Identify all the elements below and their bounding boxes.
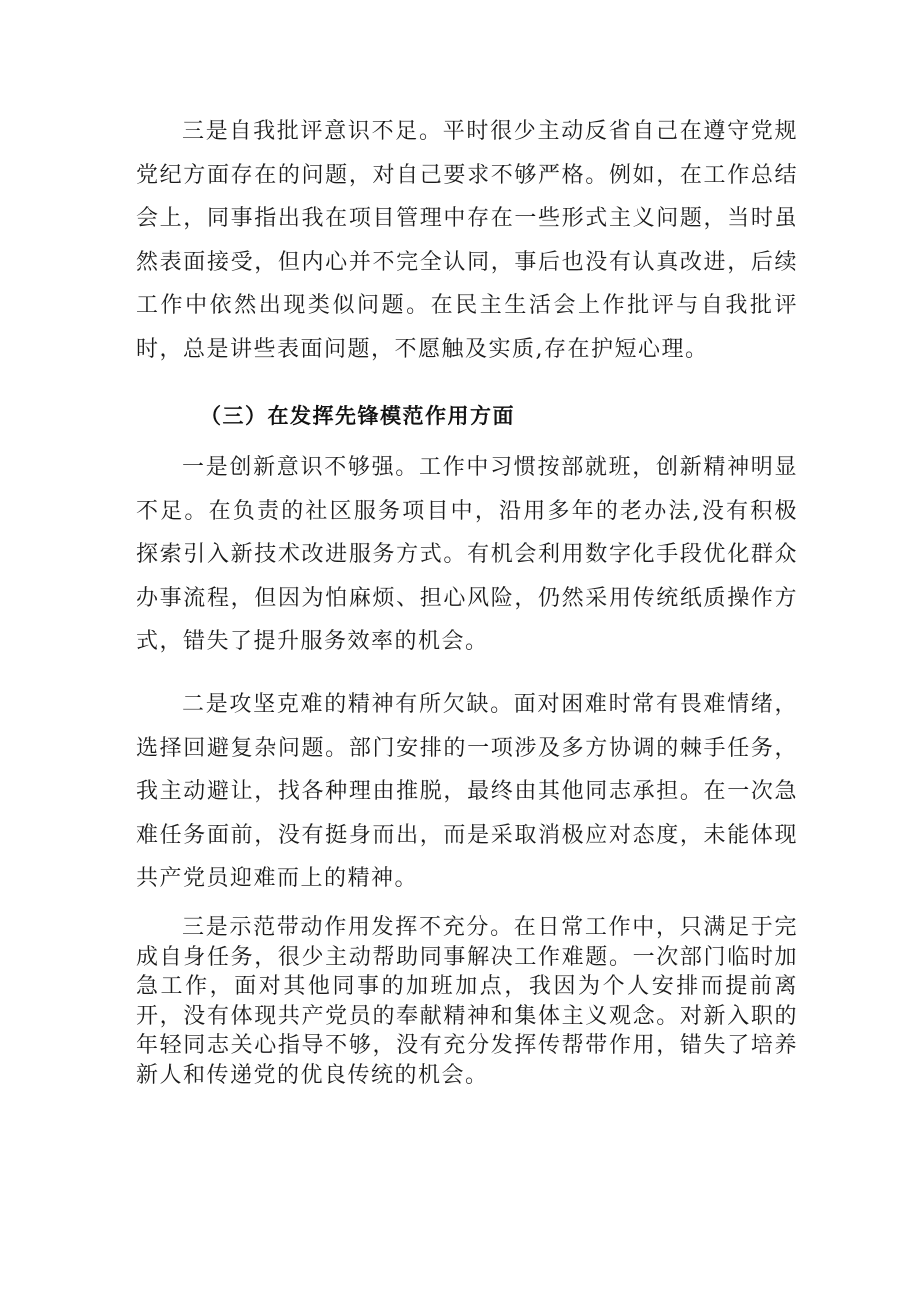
paragraph-innovation: 一是创新意识不够强。工作中习惯按部就班，创新精神明显不足。在负责的社区服务项目中，沿用多年的老办法,没有积极探索引入新技术改进服务方式。有机会利用数字化手段优化群众办事流程，但因为怕麻烦、担心风险，仍然采用传统纸质操作方式，错失了提升服务效率的机会。 (136, 455, 798, 654)
paragraph-exemplary-role: 三是示范带动作用发挥不充分。在日常工作中，只满足于完成自身任务，很少主动帮助同事解决工作难题。一次部门临时加急工作，面对其他同事的加班加点，我因为个人安排而提前离开，没有体现共产党员的奉献精神和集体主义观念。对新入职的年轻同志关心指导不够，没有充分发挥传帮带作用，错失了培养新人和传递党的优良传统的机会。 (136, 915, 798, 1088)
paragraph-self-criticism: 三是自我批评意识不足。平时很少主动反省自己在遵守党规党纪方面存在的问题，对自己要求不够严格。例如，在工作总结会上，同事指出我在项目管理中存在一些形式主义问题，当时虽然表面接受，但内心并不完全认同，事后也没有认真改进，后续工作中依然出现类似问题。在民主生活会上作批评与自我批评时，总是讲些表面问题，不愿触及实质,存在护短心理。 (136, 119, 798, 362)
section-heading: （三）在发挥先锋模范作用方面 (200, 404, 515, 428)
paragraph-tackling-difficulties: 二是攻坚克难的精神有所欠缺。面对困难时常有畏难情绪，选择回避复杂问题。部门安排的一项涉及多方协调的棘手任务，我主动避让，找各种理由推脱，最终由其他同志承担。在一次急难任务面前，没有挺身而出，而是采取消极应对态度，未能体现共产党员迎难而上的精神。 (136, 692, 798, 891)
